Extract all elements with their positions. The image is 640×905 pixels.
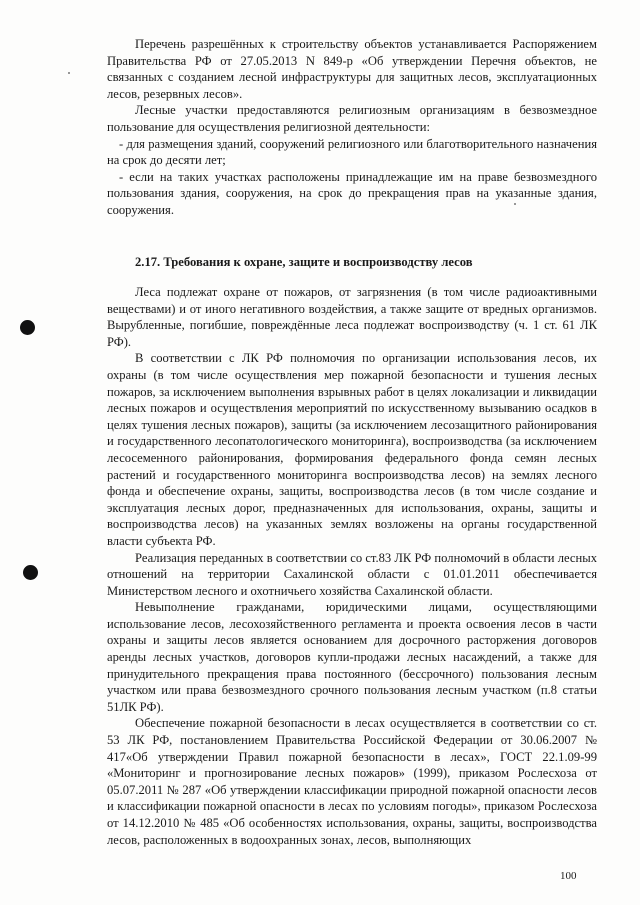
page-number: 100 xyxy=(560,870,577,882)
paragraph: Перечень разрешённых к строительству объектов устанавливается Распоряжением Правительства РФ от 27.05.2013 N 849-р «Об утверждении Перечня объектов, не связанных с созданием лесной инфраструктуры для защитных лесов, эксплуатационных лесов, резервных лесов». xyxy=(107,37,597,101)
section-heading: 2.17. Требования к охране, защите и воспроизводству лесов xyxy=(135,255,473,269)
text-block-main xyxy=(107,284,597,848)
paragraph: Обеспечение пожарной безопасности в лесах осуществляется в соответствии со ст. 53 ЛК РФ, постановлением Правительства Российской Федерации от 30.06.2007 № 417«Об утверждении Правил пожарной безопасности в лесах», ГОСТ 22.1.09-99 «Мониторинг и прогнозирование лесных пожаров» (1999), приказом Рослесхоза от 05.07.2011 № 287 «Об утверждении классификации природной пожарной опасности лесов и классификации пожарной опасности в лесах по условиям погоды», приказом Рослесхоза от 14.12.2010 № 485 «Об особенностях использования, охраны, защиты, воспроизводства лесов, расположенных в водоохранных зонах, лесов, выполняющих xyxy=(107,716,597,847)
paragraph: Леса подлежат охране от пожаров, от загрязнения (в том числе радиоактивными веществами) и от иного негативного воздействия, а также защите от вредных организмов. Вырубленные, погибшие, повреждённые леса подлежат воспроизводству (ч. 1 ст. 61 ЛК РФ). xyxy=(107,285,597,349)
punch-hole-mark xyxy=(23,565,38,580)
text-block-top xyxy=(107,36,597,219)
paragraph: Реализация переданных в соответствии со ст.83 ЛК РФ полномочий в области лесных отношений на территории Сахалинской области с 01.01.2011 обеспечивается Министерством лесного и охотничьего хозяйства Сахалинской области. xyxy=(107,550,597,598)
paragraph: В соответствии с ЛК РФ полномочия по организации использования лесов, их охраны (в том числе осуществления мер пожарной безопасности и тушения лесных пожаров, за исключением выполнения взрывных работ в целях локализации и ликвидации лесных пожаров и осуществления мероприятий по искусственному вызыванию осадков в целях тушения лесных пожаров), защиты (за исключением лесозащитного районирования и государственного лесопатологического мониторинга), воспроизводства (за исключением лесосеменного районирования, формирования федерального фонда семян лесных растений и государственного мониторинга воспроизводства лесов) на землях лесного фонда и обеспечение охраны, защиты, воспроизводства лесов (в том числе создание и эксплуатация лесных дорог, предназначенных для использования, охраны, защиты и воспроизводства лесов) на указанных землях возложены на органы государственной власти субъекта РФ. xyxy=(107,351,597,548)
punch-hole-mark xyxy=(20,320,35,335)
list-item: - для размещения зданий, сооружений религиозного или благотворительного назначения на срок до десяти лет; xyxy=(107,136,597,168)
paragraph: Лесные участки предоставляются религиозным организациям в безвозмездное пользование для осуществления религиозной деятельности: xyxy=(107,103,597,134)
scan-speck xyxy=(514,203,516,205)
paragraph: Невыполнение гражданами, юридическими лицами, осуществляющими использование лесов, лесохозяйственного регламента и проекта освоения лесов в части охраны и защиты лесов является основанием для досрочного расторжения договоров аренды лесных участков, договоров купли-продажи лесных насаждений, а также для принудительного прекращения права постоянного (бессрочного) пользования лесным участком или права безвозмездного срочного пользования лесным участком (п.8 статьи 51ЛК РФ). xyxy=(107,600,597,714)
scan-speck xyxy=(68,72,70,74)
list-item: - если на таких участках расположены принадлежащие им на праве безвозмездного пользования здания, сооружения, на срок до прекращения прав на указанные здания, сооружения. xyxy=(107,169,597,217)
